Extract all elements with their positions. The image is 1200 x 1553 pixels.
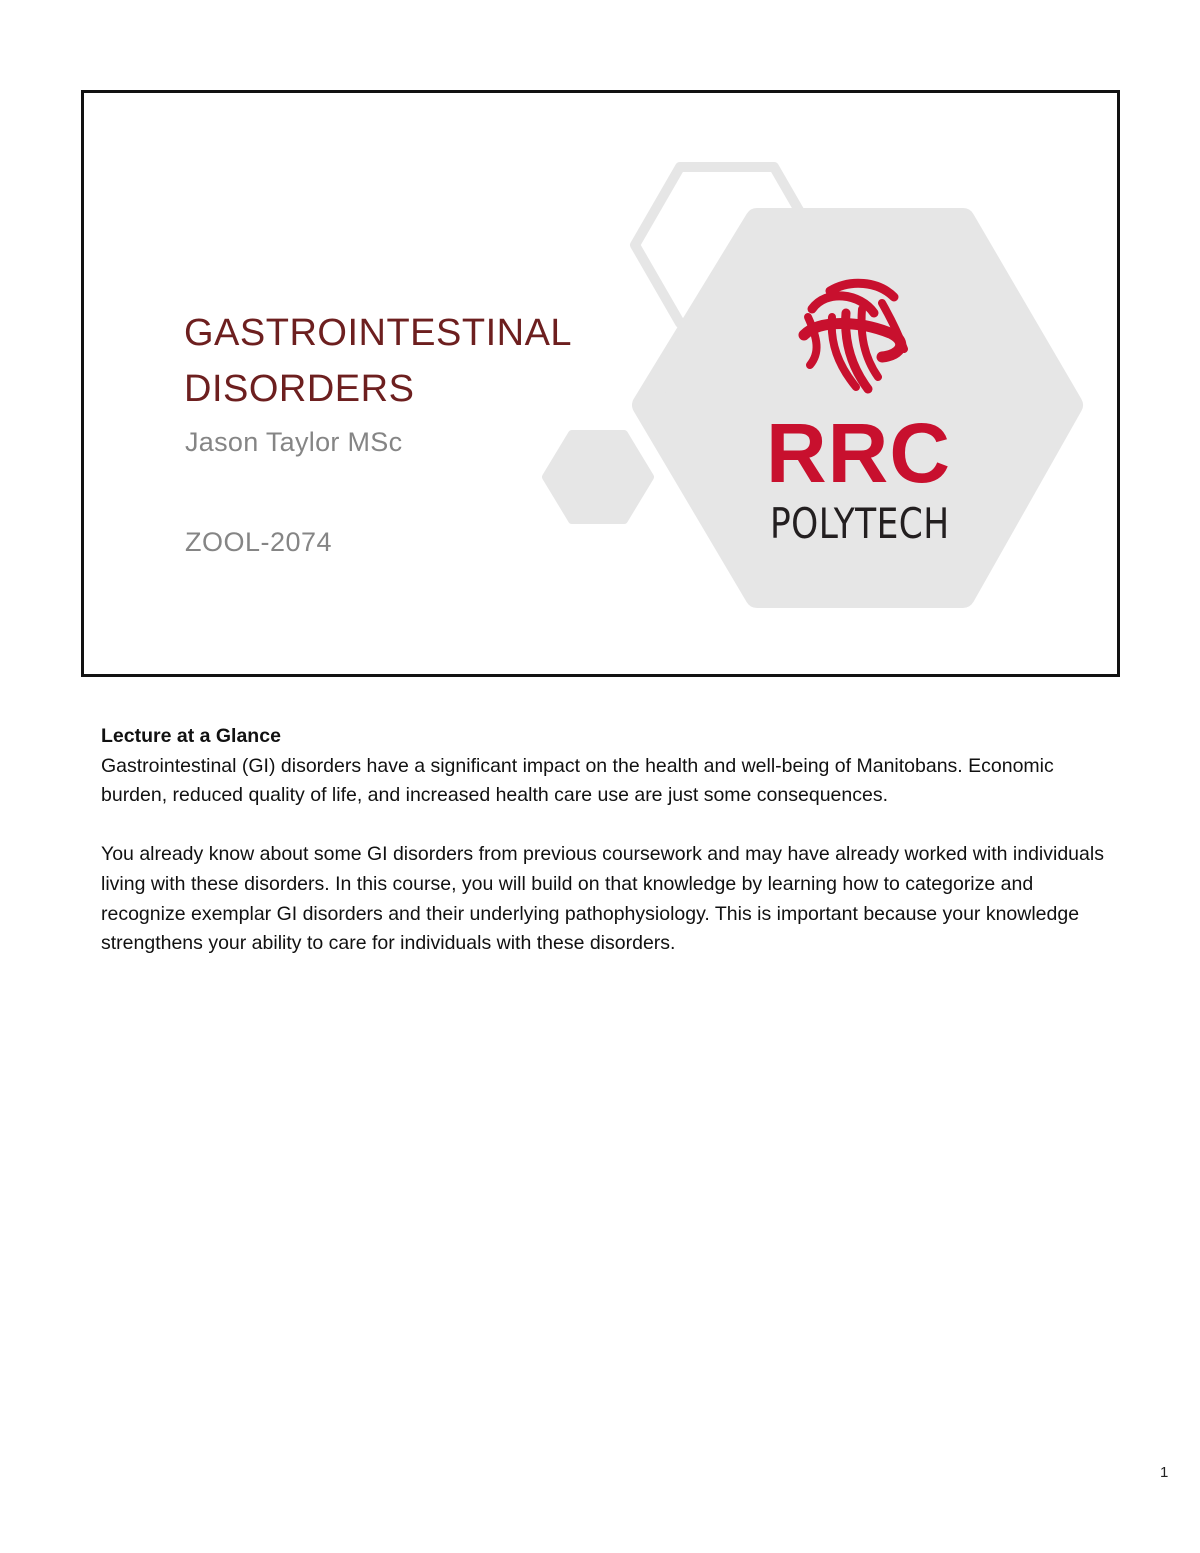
logo-wordmark-polytech: POLYTECH	[770, 499, 950, 548]
notes-paragraph-1: Gastrointestinal (GI) disorders have a significant impact on the health and well-being of Manitobans. Economic burden, reduced quality of life, and increased health care use are just some consequences.	[101, 754, 1054, 807]
rrc-polytech-logo	[760, 261, 960, 561]
slide-title: GASTROINTESTINAL DISORDERS	[184, 312, 571, 410]
page-number: 1	[1160, 1464, 1169, 1481]
lecture-notes	[101, 722, 1111, 959]
notes-heading: Lecture at a Glance	[101, 725, 281, 747]
slide-thumbnail	[81, 90, 1120, 677]
slide-author: Jason Taylor MSc	[185, 427, 403, 457]
notes-paragraph-2: You already know about some GI disorders from previous coursework and may have already worked with individuals living with these disorders. In this course, you will build on that knowledge by learning how to categorize and recognize exemplar GI disorders and their underlying pathophysiology. This is important because your knowledge strengthens your ability to care for individuals with these disorders.	[101, 843, 1104, 955]
rrc-flame-emblem-icon	[790, 273, 922, 405]
slide-course-code: ZOOL-2074	[185, 527, 333, 557]
small-hexagon	[546, 434, 650, 520]
logo-wordmark-rrc: RRC	[766, 406, 951, 500]
